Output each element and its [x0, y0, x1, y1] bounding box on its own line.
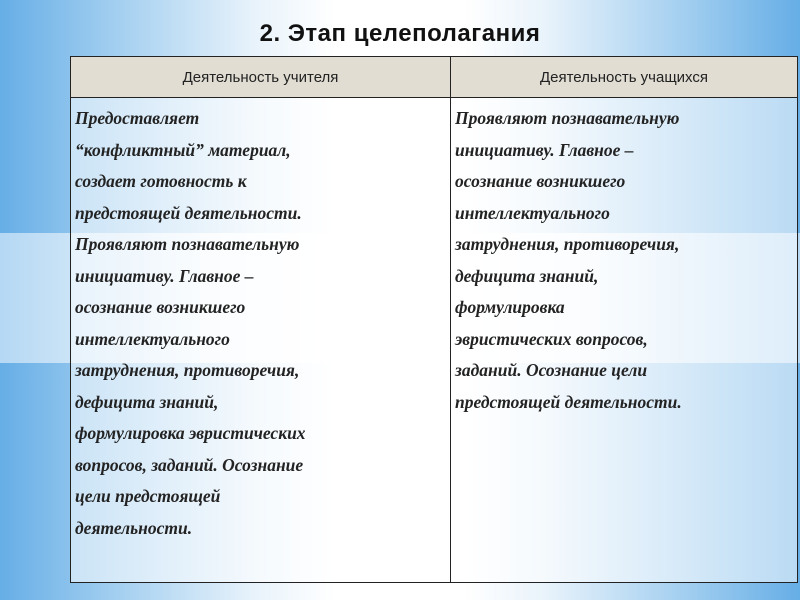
header-teacher-activity: Деятельность учителя: [71, 57, 451, 98]
comparison-table: [70, 56, 798, 583]
table-row: [71, 98, 798, 583]
table-header-row: [71, 57, 798, 98]
teacher-activity-cell: Предоставляет “конфликтный” материал, создает готовность к предстоящей деятельности. Проявляют познавательную инициативу. Главное – осознание возникшего интеллектуального затруднения, противоречия, дефицита знаний, формулировка эвристических вопросов, заданий. Осознание цели предстоящей деятельности.: [71, 98, 451, 583]
slide-title: 2. Этап целеполагания: [259, 20, 541, 47]
header-students-activity: Деятельность учащихся: [451, 57, 798, 98]
students-activity-cell: Проявляют познавательную инициативу. Главное – осознание возникшего интеллектуального затруднения, противоречия, дефицита знаний, формулировка эвристических вопросов, заданий. Осознание цели предстоящей деятельности.: [451, 98, 798, 583]
